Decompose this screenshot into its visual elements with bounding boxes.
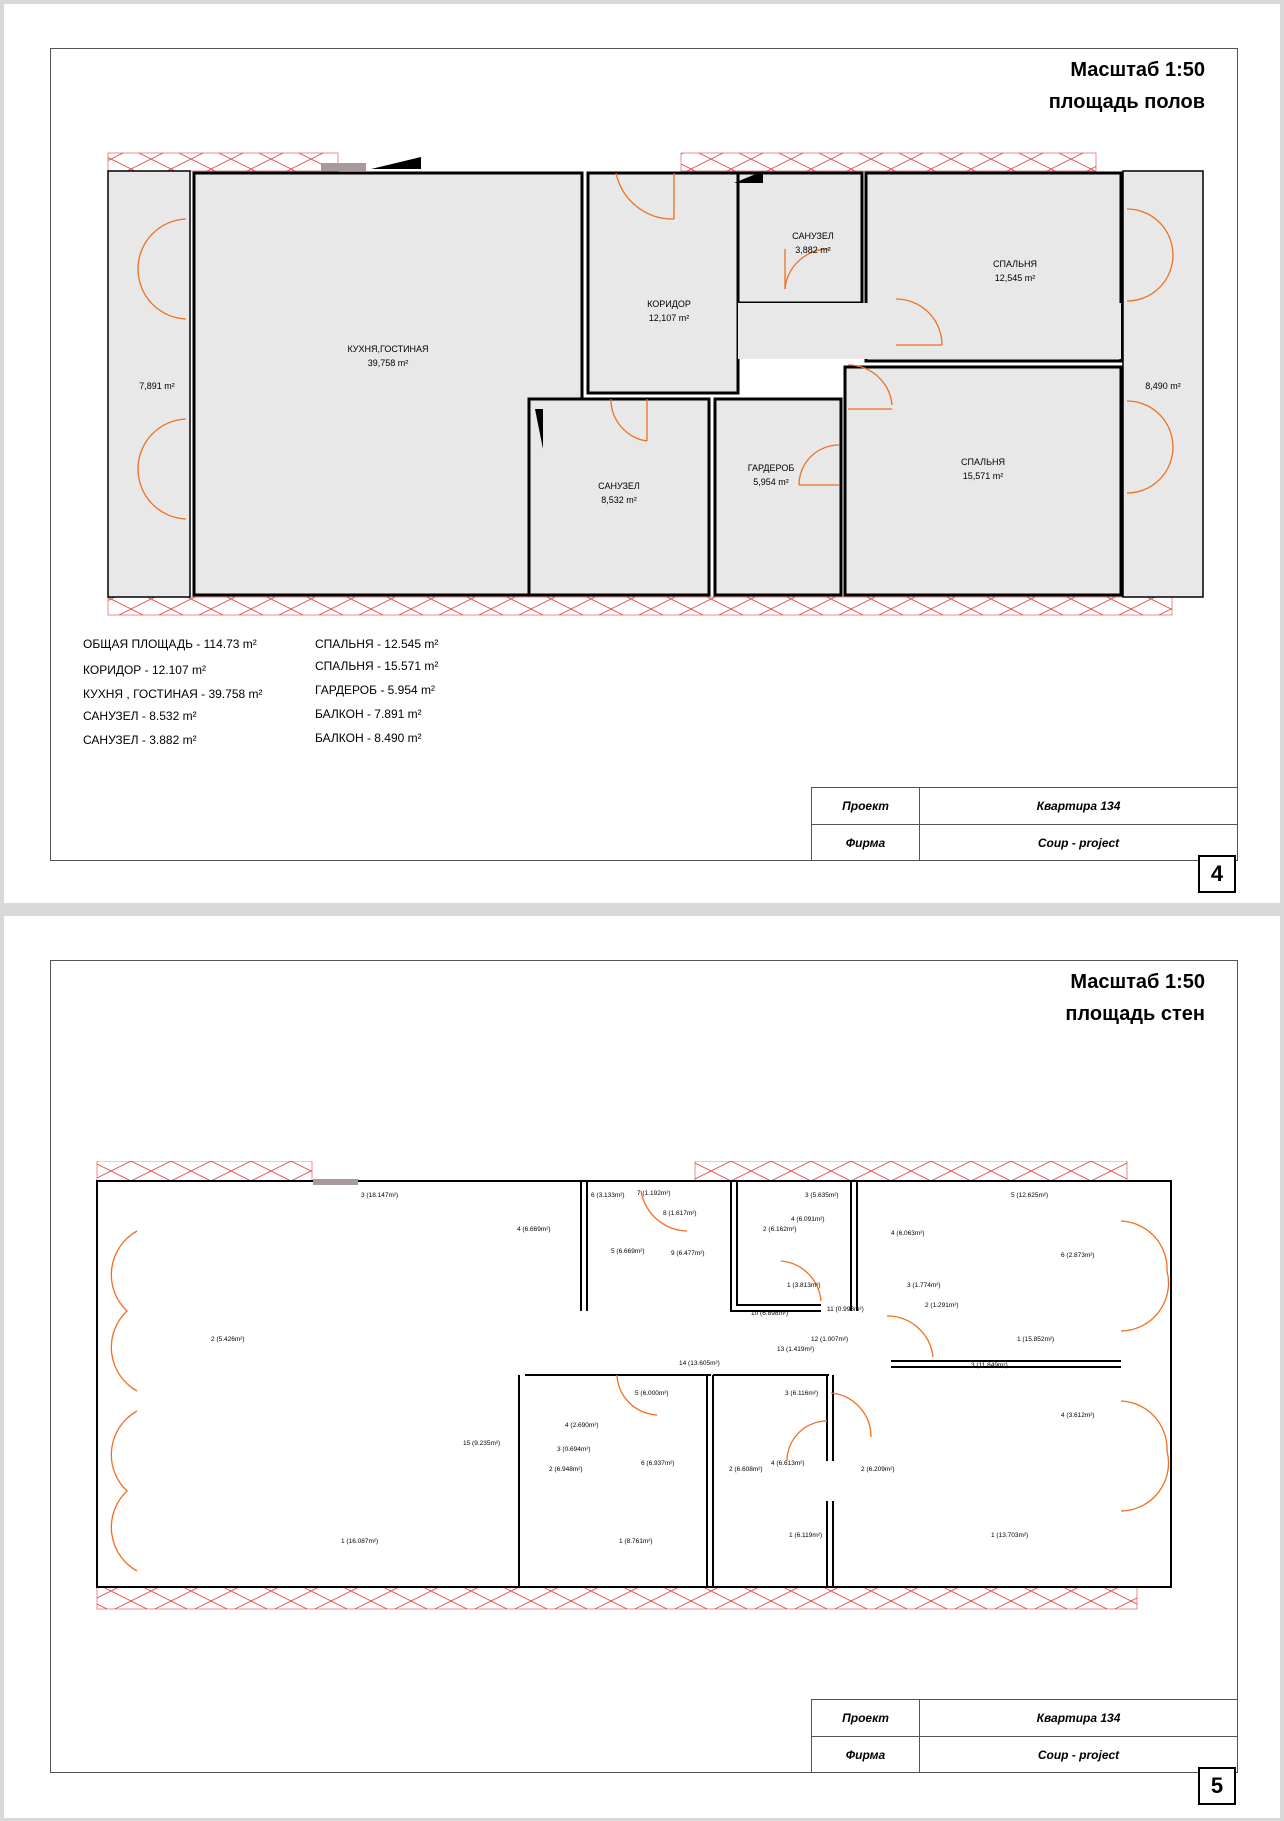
room-bedroom1-area: 12,545 m² <box>994 273 1036 283</box>
room-kitchen-area: 39,758 m² <box>367 358 409 368</box>
wall-label: 5 (6.669m²) <box>611 1248 645 1255</box>
room-wardrobe-area: 5,954 m² <box>753 477 789 487</box>
project-value: Квартира 134 <box>1036 1711 1121 1725</box>
wall-label: 3 (1.774m²) <box>907 1282 941 1289</box>
balcony-right-area: 8,490 m² <box>1145 381 1181 391</box>
wall-label: 7 (1.192m²) <box>637 1190 671 1197</box>
wall-label: 3 (0.694m²) <box>557 1446 591 1453</box>
project-value: Квартира 134 <box>1036 799 1121 813</box>
floor-plan <box>51 149 1237 629</box>
title-block <box>811 787 1237 860</box>
page-number: 4 <box>1198 855 1236 893</box>
drawing-frame <box>50 48 1238 861</box>
wall-label: 2 (6.162m²) <box>763 1226 797 1233</box>
wall-label: 10 (6.898m²) <box>751 1310 789 1317</box>
wall-label: 5 (12.625m²) <box>1011 1192 1049 1199</box>
project-label: Проект <box>812 1700 920 1736</box>
wall-label: 1 (3.813m²) <box>787 1282 821 1289</box>
room-bedroom1-name: СПАЛЬНЯ <box>993 259 1037 269</box>
firm-value: Coup - project <box>1037 1748 1120 1762</box>
wall-label: 15 (9.235m²) <box>463 1440 501 1447</box>
firm-value: Coup - project <box>1037 836 1120 850</box>
wall-label: 11 (0.993m²) <box>827 1306 864 1313</box>
wall-label: 14 (13.605m²) <box>679 1360 720 1367</box>
wall-label: 3 (18.147m²) <box>361 1192 399 1199</box>
wall-label: 1 (15.852m²) <box>1017 1336 1055 1343</box>
wall-label: 5 (6.000m²) <box>635 1390 669 1397</box>
summary-right-item: БАЛКОН - 7.891 m² <box>315 707 422 721</box>
room-wardrobe-name: ГАРДЕРОБ <box>747 463 795 473</box>
wall-label: 4 (2.690m²) <box>565 1422 599 1429</box>
room-wc-large-name: САНУЗЕЛ <box>598 481 640 491</box>
firm-label: Фирма <box>812 1737 920 1773</box>
wall-label: 4 (6.669m²) <box>517 1226 551 1233</box>
room-wc-small-name: САНУЗЕЛ <box>792 231 834 241</box>
wall-label: 9 (6.477m²) <box>671 1250 705 1257</box>
summary-right-item: БАЛКОН - 8.490 m² <box>315 731 422 745</box>
summary-right-item: СПАЛЬНЯ - 12.545 m² <box>315 637 439 651</box>
title-block <box>811 1699 1237 1772</box>
room-corridor-name: КОРИДОР <box>647 299 691 309</box>
drawing-frame <box>50 960 1238 1773</box>
page-4 <box>4 4 1280 903</box>
wall-label: 6 (3.133m²) <box>591 1192 625 1199</box>
room-kitchen-name: КУХНЯ,ГОСТИНАЯ <box>347 344 429 354</box>
scale-title: Масштаб 1:50 <box>1070 971 1205 993</box>
summary-left-item: САНУЗЕЛ - 3.882 m² <box>83 733 197 747</box>
wall-label: 1 (16.087m²) <box>341 1538 379 1545</box>
firm-label: Фирма <box>812 825 920 861</box>
scale-title: Масштаб 1:50 <box>1070 59 1205 81</box>
drawing-subtitle: площадь полов <box>1048 91 1205 113</box>
page-number: 5 <box>1198 1767 1236 1805</box>
wall-label: 13 (1.419m²) <box>777 1346 815 1353</box>
wall-label: 1 (13.703m²) <box>991 1532 1029 1539</box>
wall-label: 2 (1.291m²) <box>925 1302 959 1309</box>
wall-label: 4 (6.613m²) <box>771 1460 805 1467</box>
wall-label: 4 (6.091m²) <box>791 1216 825 1223</box>
summary-right-item: ГАРДЕРОБ - 5.954 m² <box>315 683 435 697</box>
summary-right-item: СПАЛЬНЯ - 15.571 m² <box>315 659 439 673</box>
wall-label: 1 (8.761m²) <box>619 1538 653 1545</box>
wall-label: 3 (6.116m²) <box>785 1390 819 1397</box>
summary-left-item: КОРИДОР - 12.107 m² <box>83 663 206 677</box>
wall-label: 6 (2.873m²) <box>1061 1252 1095 1259</box>
room-bedroom2-name: СПАЛЬНЯ <box>961 457 1005 467</box>
wall-label: 2 (6.209m²) <box>861 1466 895 1473</box>
page-5 <box>4 916 1280 1818</box>
room-wc-small-area: 3,882 m² <box>795 245 831 255</box>
wall-label: 2 (5.426m²) <box>211 1336 245 1343</box>
room-bedroom2-area: 15,571 m² <box>962 471 1004 481</box>
project-label: Проект <box>812 788 920 824</box>
room-wc-large-area: 8,532 m² <box>601 495 637 505</box>
wall-label: 3 (5.635m²) <box>805 1192 839 1199</box>
wall-label: 2 (6.608m²) <box>729 1466 763 1473</box>
wall-label: 8 (1.617m²) <box>663 1210 697 1217</box>
wall-label: 4 (6.063m²) <box>891 1230 925 1237</box>
wall-label: 3 (11.849m²) <box>971 1362 1008 1369</box>
wall-plan <box>51 1161 1237 1631</box>
summary-total: ОБЩАЯ ПЛОЩАДЬ - 114.73 m² <box>83 637 257 651</box>
wall-label: 2 (6.948m²) <box>549 1466 583 1473</box>
wall-label: 6 (6.937m²) <box>641 1460 675 1467</box>
balcony-left-area: 7,891 m² <box>139 381 175 391</box>
wall-label: 4 (3.612m²) <box>1061 1412 1095 1419</box>
summary-left-item: КУХНЯ , ГОСТИНАЯ - 39.758 m² <box>83 687 263 701</box>
drawing-subtitle: площадь стен <box>1065 1003 1205 1025</box>
room-corridor-area: 12,107 m² <box>648 313 690 323</box>
wall-label: 12 (1.007m²) <box>811 1336 849 1343</box>
wall-label: 1 (6.119m²) <box>789 1532 823 1539</box>
summary-left-item: САНУЗЕЛ - 8.532 m² <box>83 709 197 723</box>
